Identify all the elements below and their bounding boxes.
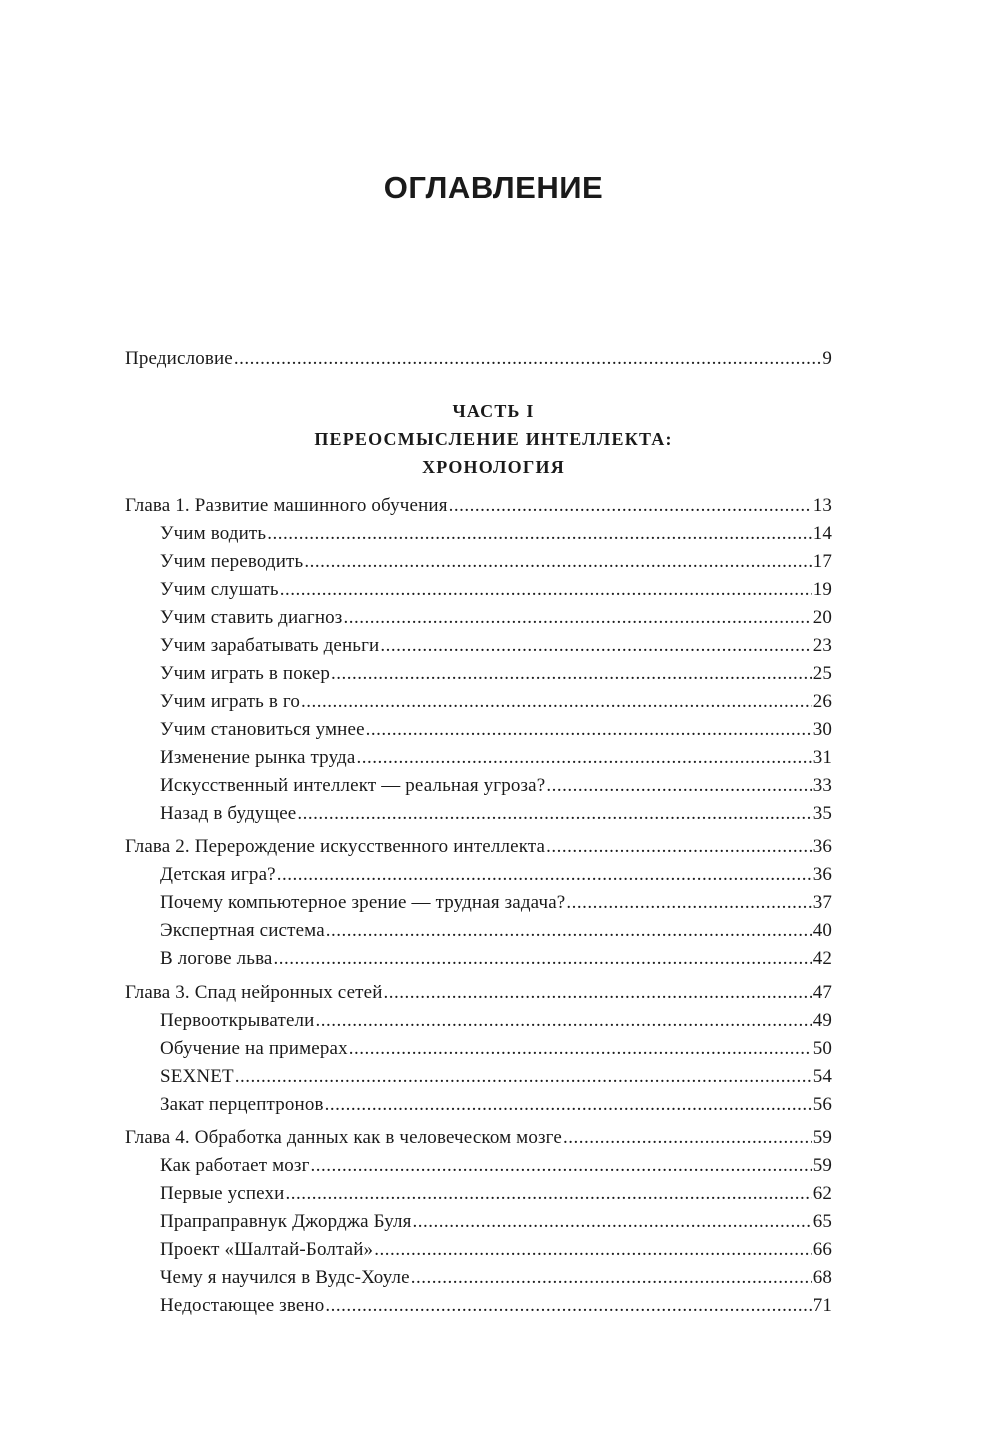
toc-leader-dots xyxy=(563,1126,812,1150)
toc-section[interactable] xyxy=(160,1266,832,1290)
toc-section[interactable] xyxy=(160,1154,832,1178)
toc-leader-dots xyxy=(546,835,812,859)
toc-section[interactable] xyxy=(160,522,832,546)
toc-page-number: 42 xyxy=(812,948,832,969)
toc-entry-title: Проект «Шалтай-Болтай» xyxy=(160,1239,374,1260)
toc-leader-dots xyxy=(280,578,812,602)
toc-leader-dots xyxy=(566,891,811,915)
toc-page-number: 9 xyxy=(822,348,832,369)
toc-section[interactable] xyxy=(160,891,832,915)
toc-section[interactable] xyxy=(160,662,832,686)
toc-leader-dots xyxy=(349,1037,812,1061)
toc-page-number: 17 xyxy=(812,551,832,572)
toc-page-number: 23 xyxy=(812,635,832,656)
toc-page-number: 56 xyxy=(812,1094,832,1115)
toc-page-number: 37 xyxy=(812,892,832,913)
toc-page-number: 62 xyxy=(812,1183,832,1204)
toc-page-number: 47 xyxy=(812,982,832,1003)
toc-leader-dots xyxy=(374,1238,811,1262)
toc-leader-dots xyxy=(413,1210,812,1234)
toc-leader-dots xyxy=(277,863,812,887)
toc-leader-dots xyxy=(316,1009,812,1033)
toc-page-number: 66 xyxy=(812,1239,832,1260)
toc-leader-dots xyxy=(267,522,811,546)
part-subtitle: ХРОНОЛОГИЯ xyxy=(422,457,565,477)
toc-page-number: 54 xyxy=(812,1066,832,1087)
toc-page-number: 31 xyxy=(812,747,832,768)
toc-chapter-2[interactable] xyxy=(125,835,832,859)
toc-entry-title: Детская игра? xyxy=(160,864,276,885)
toc-page-number: 59 xyxy=(812,1155,832,1176)
toc-leader-dots xyxy=(546,774,811,798)
toc-leader-dots xyxy=(384,981,812,1005)
toc-entry-title: Закат перцептронов xyxy=(160,1094,324,1115)
toc-leader-dots xyxy=(380,634,811,658)
toc-chapter-4[interactable] xyxy=(125,1126,832,1150)
toc-entry-title: Учим слушать xyxy=(160,579,279,600)
toc-page-number: 36 xyxy=(812,836,832,857)
toc-section[interactable] xyxy=(160,774,832,798)
toc-entry-title: Учим переводить xyxy=(160,551,304,572)
toc-leader-dots xyxy=(285,1182,811,1206)
toc-page-number: 25 xyxy=(812,663,832,684)
toc-leader-dots xyxy=(411,1266,812,1290)
toc-section[interactable] xyxy=(160,863,832,887)
toc-entry-title: SEXNET xyxy=(160,1066,234,1087)
toc-page-number: 33 xyxy=(812,775,832,796)
toc-section[interactable] xyxy=(160,1093,832,1117)
toc-entry-title: Учим ставить диагноз xyxy=(160,607,343,628)
toc-leader-dots xyxy=(366,718,812,742)
toc-section[interactable] xyxy=(160,1238,832,1262)
toc-leader-dots xyxy=(325,1294,811,1318)
toc-entry-title: Изменение рынка труда xyxy=(160,747,356,768)
part-number: ЧАСТЬ I xyxy=(452,401,535,421)
toc-section[interactable] xyxy=(160,606,832,630)
toc-leader-dots xyxy=(356,746,811,770)
toc-entry-title: В логове льва xyxy=(160,948,273,969)
toc-entry-title: Недостающее звено xyxy=(160,1295,325,1316)
toc-leader-dots xyxy=(449,494,812,518)
toc-leader-dots xyxy=(325,1093,812,1117)
toc-section[interactable] xyxy=(160,1210,832,1234)
toc-leader-dots xyxy=(301,690,812,714)
toc-section[interactable] xyxy=(160,746,832,770)
toc-entry-title: Учим становиться умнее xyxy=(160,719,365,740)
toc-leader-dots xyxy=(331,662,812,686)
toc-leader-dots xyxy=(326,919,812,943)
toc-page-number: 35 xyxy=(812,803,832,824)
toc-section[interactable] xyxy=(160,1037,832,1061)
toc-entry-title: Искусственный интеллект — реальная угроза? xyxy=(160,775,546,796)
toc-section[interactable] xyxy=(160,802,832,826)
toc-leader-dots xyxy=(274,947,812,971)
toc-section[interactable] xyxy=(160,1182,832,1206)
toc-page-number: 68 xyxy=(812,1267,832,1288)
toc-section[interactable] xyxy=(160,578,832,602)
page-title: ОГЛАВЛЕНИЕ xyxy=(383,170,604,205)
toc-leader-dots xyxy=(297,802,811,826)
toc-section[interactable] xyxy=(160,690,832,714)
toc-page-number: 71 xyxy=(812,1295,832,1316)
part-title: ПЕРЕОСМЫСЛЕНИЕ ИНТЕЛЛЕКТА: xyxy=(314,429,673,449)
toc-leader-dots xyxy=(343,606,811,630)
toc-entry-title: Глава 3. Спад нейронных сетей xyxy=(125,982,383,1003)
toc-leader-dots xyxy=(234,347,821,371)
toc-entry-title: Прапраправнук Джорджа Буля xyxy=(160,1211,412,1232)
toc-page-number: 26 xyxy=(812,691,832,712)
toc-leader-dots xyxy=(235,1065,812,1089)
toc-page-number: 40 xyxy=(812,920,832,941)
toc-page-number: 30 xyxy=(812,719,832,740)
toc-section[interactable] xyxy=(160,718,832,742)
toc-section[interactable] xyxy=(160,1065,832,1089)
toc-page-number: 65 xyxy=(812,1211,832,1232)
toc-page-number: 36 xyxy=(812,864,832,885)
toc-section[interactable] xyxy=(160,550,832,574)
toc-entry-title: Обучение на примерах xyxy=(160,1038,348,1059)
toc-entry-title: Первые успехи xyxy=(160,1183,285,1204)
toc-entry-title: Учим играть в го xyxy=(160,691,301,712)
toc-entry-title: Первооткрыватели xyxy=(160,1010,315,1031)
toc-page-number: 49 xyxy=(812,1010,832,1031)
toc-page-number: 59 xyxy=(812,1127,832,1148)
toc-chapter-1[interactable] xyxy=(125,494,832,518)
toc-leader-dots xyxy=(304,550,811,574)
toc-entry-title: Глава 2. Перерождение искусственного интеллекта xyxy=(125,836,546,857)
toc-entry-title: Почему компьютерное зрение — трудная задача? xyxy=(160,892,566,913)
toc-page-number: 20 xyxy=(812,607,832,628)
toc-entry-title: Экспертная система xyxy=(160,920,325,941)
toc-section[interactable] xyxy=(160,1009,832,1033)
toc-page-number: 14 xyxy=(812,523,832,544)
toc-entry-title: Учим водить xyxy=(160,523,267,544)
toc-entry-title: Назад в будущее xyxy=(160,803,297,824)
toc-page-number: 50 xyxy=(812,1038,832,1059)
toc-entry-title: Учим играть в покер xyxy=(160,663,330,684)
toc-section[interactable] xyxy=(160,947,832,971)
toc-entry-title: Глава 4. Обработка данных как в человеческом мозге xyxy=(125,1127,562,1148)
toc-entry-title: Учим зарабатывать деньги xyxy=(160,635,380,656)
toc-entry-preface[interactable] xyxy=(125,347,832,371)
toc-entry-title: Чему я научился в Вудс-Хоуле xyxy=(160,1267,410,1288)
toc-entry-title: Предисловие xyxy=(125,348,233,369)
toc-page-number: 19 xyxy=(812,579,832,600)
toc-entry-title: Глава 1. Развитие машинного обучения xyxy=(125,495,448,516)
toc-page-number: 13 xyxy=(812,495,832,516)
toc-entry-title: Как работает мозг xyxy=(160,1155,310,1176)
toc-leader-dots xyxy=(311,1154,812,1178)
toc-section[interactable] xyxy=(160,634,832,658)
toc-section[interactable] xyxy=(160,1294,832,1318)
toc-section[interactable] xyxy=(160,919,832,943)
toc-chapter-3[interactable] xyxy=(125,981,832,1005)
